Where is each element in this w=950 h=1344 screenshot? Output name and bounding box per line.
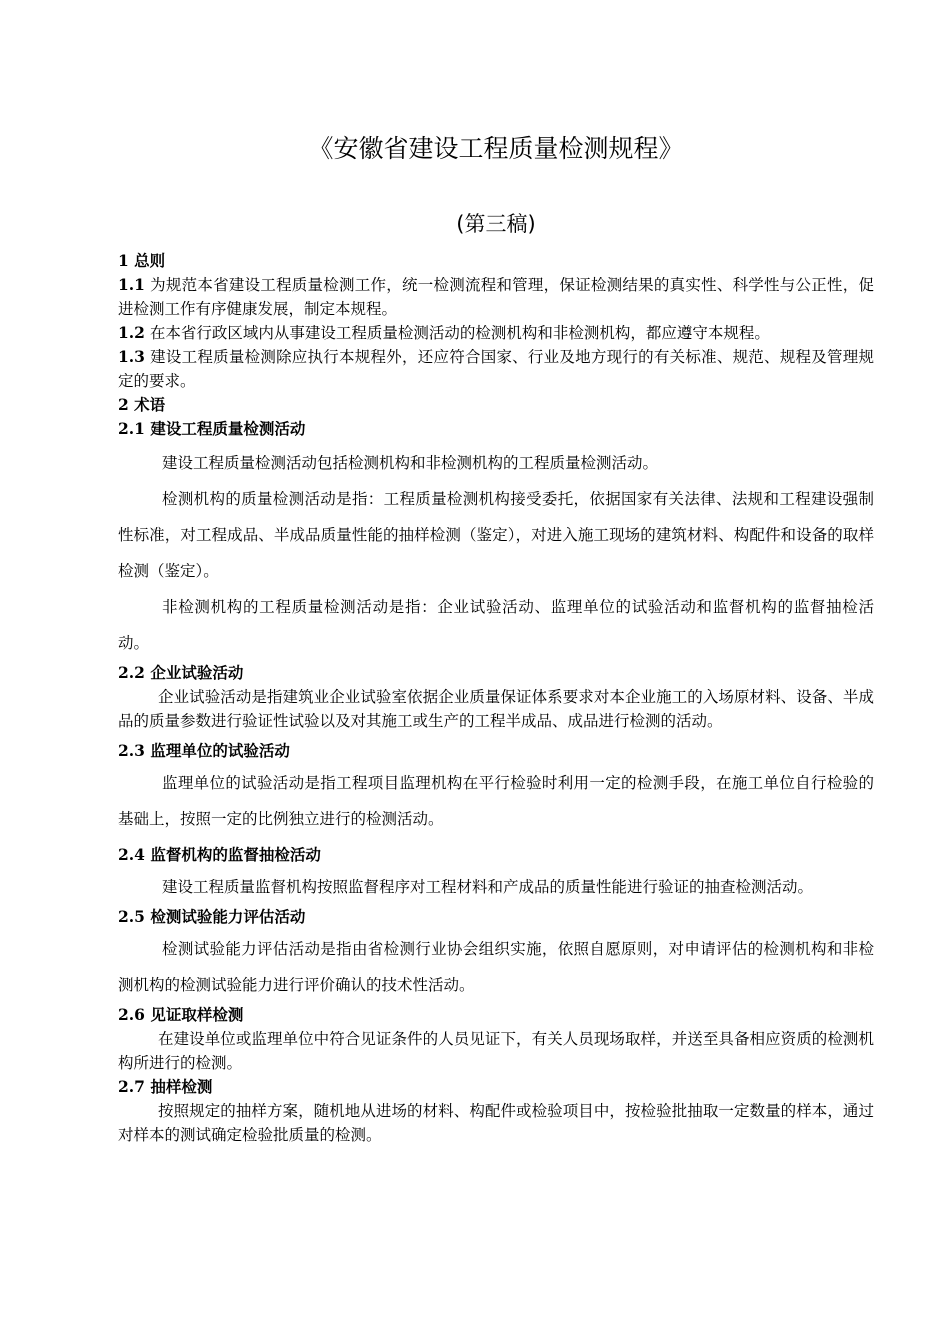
paragraph: 检测机构的质量检测活动是指：工程质量检测机构接受委托，依据国家有关法律、法规和工程建设强制性标准，对工程成品、半成品质量性能的抽样检测（鉴定），对进入施工现场的建筑材料、构配件和设备的取样检测（鉴定）。 xyxy=(118,490,874,580)
subsection-heading-2-6: 2.6 见证取样检测 xyxy=(118,1005,244,1024)
clause-text: 为规范本省建设工程质量检测工作，统一检测流程和管理，保证检测结果的真实性、科学性与公正性，促进检测工作有序健康发展，制定本规程。 xyxy=(118,276,874,318)
paragraph: 建设工程质量检测活动包括检测机构和非检测机构的工程质量检测活动。 xyxy=(162,454,659,472)
paragraph: 在建设单位或监理单位中符合见证条件的人员见证下，有关人员现场取样，并送至具备相应资质的检测机构所进行的检测。 xyxy=(118,1030,874,1072)
section-heading-1: 1 总则 xyxy=(118,251,166,270)
subsection-heading-2-3: 2.3 监理单位的试验活动 xyxy=(118,741,290,760)
clause-number: 1.3 xyxy=(118,347,145,366)
clause-number: 1.1 xyxy=(118,275,145,294)
subsection-heading-2-1: 2.1 建设工程质量检测活动 xyxy=(118,419,306,438)
subsection-heading-2-7: 2.7 抽样检测 xyxy=(118,1077,213,1096)
section-heading-2: 2 术语 xyxy=(118,395,166,414)
paragraph: 非检测机构的工程质量检测活动是指：企业试验活动、监理单位的试验活动和监督机构的监督抽检活动。 xyxy=(118,598,874,652)
subsection-heading-2-5: 2.5 检测试验能力评估活动 xyxy=(118,907,306,926)
paragraph: 建设工程质量监督机构按照监督程序对工程材料和产成品的质量性能进行验证的抽查检测活动。 xyxy=(162,878,814,896)
paragraph: 按照规定的抽样方案，随机地从进场的材料、构配件或检验项目中，按检验批抽取一定数量的样本，通过对样本的测试确定检验批质量的检测。 xyxy=(118,1102,874,1144)
paragraph: 监理单位的试验活动是指工程项目监理机构在平行检验时利用一定的检测手段，在施工单位自行检验的基础上，按照一定的比例独立进行的检测活动。 xyxy=(118,774,874,828)
clause-text: 建设工程质量检测除应执行本规程外，还应符合国家、行业及地方现行的有关标准、规范、规程及管理规定的要求。 xyxy=(118,348,874,390)
subsection-heading-2-4: 2.4 监督机构的监督抽检活动 xyxy=(118,845,321,864)
clause-text: 在本省行政区域内从事建设工程质量检测活动的检测机构和非检测机构，都应遵守本规程。 xyxy=(144,324,770,342)
clause-1-2 xyxy=(118,321,874,345)
clause-1-1 xyxy=(118,273,874,321)
paragraph: 检测试验能力评估活动是指由省检测行业协会组织实施，依照自愿原则，对申请评估的检测机构和非检测机构的检测试验能力进行评价确认的技术性活动。 xyxy=(118,940,874,994)
paragraph: 企业试验活动是指建筑业企业试验室依据企业质量保证体系要求对本企业施工的入场原材料、设备、半成品的质量参数进行验证性试验以及对其施工或生产的工程半成品、成品进行检测的活动。 xyxy=(118,688,874,730)
document-subtitle: (第三稿) xyxy=(456,212,536,236)
subsection-heading-2-2: 2.2 企业试验活动 xyxy=(118,663,244,682)
document-body xyxy=(118,249,874,1147)
clause-number: 1.2 xyxy=(118,323,145,342)
document-title: 《安徽省建设工程质量检测规程》 xyxy=(308,134,684,163)
clause-1-3 xyxy=(118,345,874,393)
